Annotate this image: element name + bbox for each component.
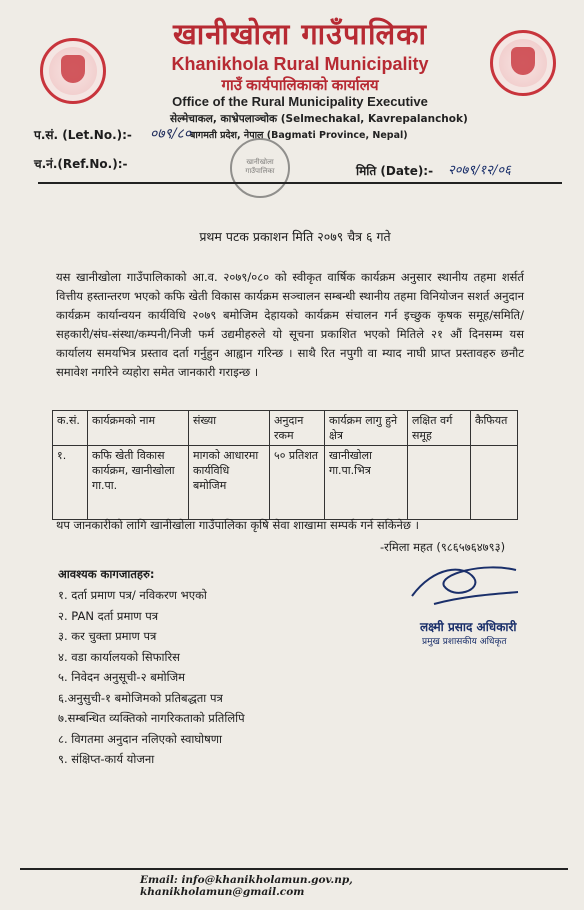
ref-no-label: च.नं.(Ref.No.):- [34, 157, 128, 171]
table-row [53, 446, 518, 520]
office-title-english: Office of the Rural Municipality Executive [172, 94, 428, 109]
cell-program-name: कफि खेती विकास कार्यक्रम, खानीखोला गा.पा. [88, 446, 189, 520]
signatory-name: लक्ष्मी प्रसाद अधिकारी [420, 620, 517, 634]
email-secondary[interactable]: khanikholamun@gmail.com [140, 886, 305, 898]
col-remarks: कैफियत [471, 411, 518, 446]
contact-person: -रमिला महत (९८६५७६४७९३) [380, 540, 506, 554]
document-item: १. दर्ता प्रमाण पत्र/ नविकरण भएको [58, 588, 207, 602]
document-item: ९. संक्षिप्त-कार्य योजना [58, 752, 155, 766]
table-header-row [53, 411, 518, 446]
footer-divider [20, 868, 568, 870]
document-item: ७.सम्बन्धित व्यक्तिको नागरिकताको प्रतिलिपि [58, 711, 245, 725]
cell-remarks [471, 446, 518, 520]
cell-quantity: मागको आधारमा कार्यविधि बमोजिम [189, 446, 270, 520]
col-sn: क.सं. [53, 411, 88, 446]
col-program-area: कार्यक्रम लागु हुने क्षेत्र [325, 411, 408, 446]
date-value: २०७९/१२/०६ [448, 163, 511, 178]
cell-sn: १. [53, 446, 88, 520]
letter-no-label: प.सं. (Let.No.):- [34, 128, 132, 142]
documents-heading: आवश्यक कागजातहरु: [58, 567, 155, 581]
nepal-emblem-left [40, 38, 106, 104]
email-primary[interactable]: info@khanikholamun.gov.np, [181, 874, 353, 886]
cell-program-area: खानीखोला गा.पा.भित्र [325, 446, 408, 520]
stamp-text: खानीखोला गाउँपालिका [245, 158, 275, 175]
cell-grant-amount: ५० प्रतिशत [270, 446, 325, 520]
program-table [52, 410, 518, 520]
col-program-name: कार्यक्रमको नाम [88, 411, 189, 446]
publish-date-line: प्रथम पटक प्रकाशन मिति २०७९ चैत्र ६ गते [199, 229, 391, 244]
letter-no-value: ०७९/८० [150, 126, 192, 142]
cell-target-group [408, 446, 471, 520]
document-item: ८. विगतमा अनुदान नलिएको स्वाघोषणा [58, 731, 223, 746]
office-title-nepali: गाउँ कार्यपालिकाको कार्यालय [221, 77, 379, 94]
email-label: Email: [140, 874, 178, 886]
footer-contact [140, 874, 480, 898]
municipality-title-english: Khanikhola Rural Municipality [171, 54, 429, 74]
documents-list [58, 588, 338, 773]
office-stamp [230, 138, 290, 198]
date-label: मिति (Date):- [356, 164, 434, 178]
notice-body: यस खानीखोला गाउँपालिकाको आ.व. २०७९/०८० को स्वीकृत वार्षिक कार्यक्रम अनुसार स्थानीय तहमा शर्सर्त वित्तीय हस्तान्तरण भएको कफि खेती विकास कार्यक्रम सञ्चालन सम्बन्धी स्थानीय तहमा विनियोजन सशर्त अनुदान कार्यक्रम कार्यान्वयन कार्यविधि २०७९ बमोजिम देहायको कार्यक्रम संचालन गर्न इच्छुक कृषक समूह/समिति/सहकारी/संघ-संस्था/कम्पनी/निजी फर्म उद्यमीहरुले यो सूचना प्रकाशित भएको मितिले २१ औं दिनसम्म यस कार्यालय समयभित्र प्रस्ताव दर्ता गर्नुहुन आह्वान गरिन्छ । साथै रित नपुगी वा म्याद नाघी प्राप्त प्रस्तावहरु छनौट समावेश नगरिने व्यहोरा समेत जानकारी गराइन्छ । [56, 270, 524, 379]
signature-mark [404, 556, 524, 612]
address-line-2: बागमती प्रदेश, नेपाल (Bagmati Province, Nepal) [190, 130, 408, 141]
contact-line: थप जानकारीको लागि खानीखोला गाउँपालिका कृषि सेवा शाखामा सम्पर्क गर्न सकिनेछ । [56, 518, 419, 532]
col-quantity: संख्या [189, 411, 270, 446]
col-grant-amount: अनुदान रकम [270, 411, 325, 446]
nepal-emblem-right [490, 30, 556, 96]
address-line-1: सेल्मेचाकल, काभ्रेपलाञ्चोक (Selmechakal, Kavrepalanchok) [170, 113, 468, 125]
document-item: ६.अनुसुची-१ बमोजिमको प्रतिबद्धता पत्र [58, 690, 223, 705]
header-divider [38, 182, 562, 184]
col-target-group: लक्षित वर्ग समूह [408, 411, 471, 446]
document-item: २. PAN दर्ता प्रमाण पत्र [58, 608, 159, 623]
signatory-title: प्रमुख प्रशासकीय अधिकृत [422, 637, 507, 647]
document-item: ३. कर चुक्ता प्रमाण पत्र [58, 629, 157, 643]
municipality-title-nepali: खानीखोला गाउँपालिका [172, 17, 427, 51]
document-item: ५. निवेदन अनुसूची-२ बमोजिम [58, 670, 186, 684]
document-item: ४. वडा कार्यालयको सिफारिस [58, 649, 180, 664]
